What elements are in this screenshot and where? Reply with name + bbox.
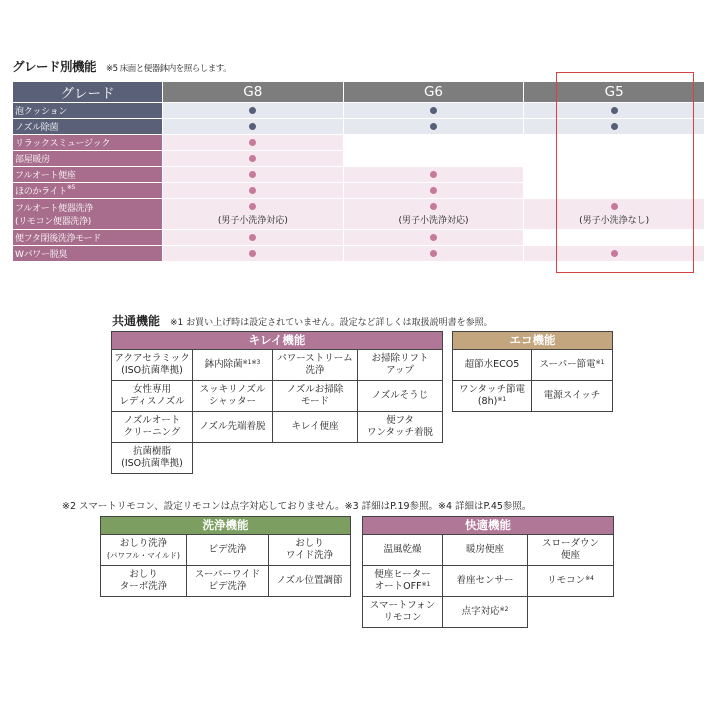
grade-title-note: ※5 床面と便器鉢内を照らします。: [106, 64, 232, 74]
kaiteki-table: [362, 516, 614, 628]
kirei-table: [111, 331, 443, 474]
feature-cell: [443, 597, 528, 628]
empty-cell: [358, 443, 443, 474]
grade-cell-g6: [343, 199, 524, 230]
feature-cell: [269, 535, 351, 566]
grade-cell-g8: [163, 103, 344, 119]
feature-label: 電源スイッチ: [543, 390, 601, 402]
feature-label-sub: (パワフル・マイルド): [107, 551, 180, 560]
availability-dot: [249, 139, 256, 146]
availability-dot: [249, 234, 256, 241]
feature-footnote-mark: ※5: [66, 184, 76, 191]
eco-table: [452, 331, 613, 412]
feature-cell: [101, 535, 187, 566]
feature-name-text: 部屋暖房: [15, 155, 50, 165]
feature-label: スーパーワイド: [194, 569, 261, 581]
feature-label: スマートフォン: [369, 600, 436, 612]
common-section-title: [112, 312, 493, 329]
feature-label-sub: アップ: [386, 365, 414, 376]
cell-content: [163, 187, 343, 194]
grade-header-g6: G6: [343, 82, 524, 103]
feature-name-sub: (リモコン便器洗浄): [15, 217, 92, 227]
feature-label: パワーストリーム: [277, 353, 353, 365]
cell-content: [163, 123, 343, 130]
footnote-mark: ※1: [421, 581, 431, 588]
feature-label-sub: 洗浄: [305, 365, 325, 376]
feature-label-sub: リモコン: [383, 612, 422, 623]
g5-highlight-box: [556, 72, 694, 273]
cell-note: (男子小洗浄対応): [398, 215, 469, 226]
feature-row: [112, 350, 443, 381]
availability-dot: [249, 155, 256, 162]
feature-label: ノズルお掃除: [286, 384, 344, 396]
grade-cell-g8: [163, 167, 344, 183]
feature-label: リモコン: [547, 575, 586, 587]
feature-label: 暖房便座: [465, 544, 504, 556]
feature-label-sub: クリーニング: [123, 427, 181, 438]
availability-dot: [249, 187, 256, 194]
cell-content: [163, 139, 343, 146]
feature-name: [13, 230, 163, 246]
feature-label: 便フタ: [386, 415, 414, 427]
empty-cell: [528, 597, 614, 628]
feature-label-sub: ワンタッチ着脱: [366, 427, 434, 438]
grade-cell-g6: [343, 135, 524, 151]
grade-cell-g6: [343, 183, 524, 199]
feature-label: スッキリノズル: [199, 384, 266, 396]
feature-name: [13, 135, 163, 151]
feature-label-sub: シャッター: [208, 396, 257, 407]
feature-cell: [273, 412, 358, 443]
grade-cell-g8: [163, 230, 344, 246]
feature-row: [453, 350, 613, 381]
feature-cell: [273, 381, 358, 412]
footnote-mark: ※4: [585, 575, 594, 583]
feature-name-text: Wパワー脱臭: [15, 250, 68, 260]
cell-content: [344, 203, 524, 226]
feature-label-sub: オートOFF: [374, 581, 422, 592]
feature-label: お掃除リフト: [371, 353, 429, 365]
feature-cell: [363, 566, 443, 597]
feature-row: [453, 381, 613, 412]
availability-dot: [430, 123, 437, 130]
grade-cell-g6: [343, 119, 524, 135]
feature-cell: [358, 381, 443, 412]
feature-cell: [273, 350, 358, 381]
feature-name: [13, 103, 163, 119]
feature-cell: [532, 350, 613, 381]
feature-label-sub: (8h): [477, 396, 498, 407]
eco-body: [453, 350, 613, 412]
feature-label: ビデ洗浄: [208, 544, 247, 556]
eco-header: エコ機能: [453, 332, 613, 350]
feature-name: [13, 151, 163, 167]
feature-cell: [101, 566, 187, 597]
feature-cell: [193, 381, 273, 412]
feature-label-sub: (ISO抗菌準拠): [121, 365, 183, 376]
feature-label: 鉢内除菌: [204, 359, 243, 371]
feature-label-sub: レディスノズル: [119, 396, 185, 407]
feature-name-text: フルオート便座: [15, 171, 76, 181]
availability-dot: [430, 107, 437, 114]
grade-header-g5: G5: [524, 82, 705, 103]
grade-section-title: [12, 57, 231, 75]
feature-name: [13, 246, 163, 262]
feature-label-sub: ワイド洗浄: [285, 550, 334, 561]
feature-cell: [358, 412, 443, 443]
feature-row: [363, 566, 614, 597]
senjo-table: [100, 516, 351, 597]
feature-row: [363, 535, 614, 566]
grade-cell-g8: [163, 135, 344, 151]
availability-dot: [430, 250, 437, 257]
availability-dot: [249, 123, 256, 130]
feature-cell: [528, 535, 614, 566]
feature-label: ノズルオート: [123, 415, 181, 427]
grade-header-g8: G8: [163, 82, 344, 103]
feature-name: [13, 167, 163, 183]
feature-label: ワンタッチ節電: [458, 384, 526, 396]
grade-cell-g6: [343, 230, 524, 246]
feature-name-text: リラックスミュージック: [15, 139, 111, 149]
cell-content: [163, 107, 343, 114]
grade-cell-g8: [163, 119, 344, 135]
feature-label: ノズル位置調節: [276, 575, 343, 587]
feature-row: [101, 566, 351, 597]
feature-cell: [453, 381, 532, 412]
kaiteki-body: [363, 535, 614, 628]
cell-content: [163, 250, 343, 257]
feature-label: おしり: [129, 569, 158, 581]
grade-cell-g8: [163, 151, 344, 167]
grade-cell-g6: [343, 246, 524, 262]
grade-cell-g8: [163, 183, 344, 199]
feature-cell: [269, 566, 351, 597]
cell-content: [344, 250, 524, 257]
feature-label-sub: ターボ洗浄: [119, 581, 168, 592]
feature-label-sub: ビデ洗浄: [208, 581, 247, 592]
grade-title-text: グレード別機能: [12, 59, 97, 74]
feature-row: [112, 412, 443, 443]
feature-cell: [193, 412, 273, 443]
grade-cell-g6: [343, 151, 524, 167]
availability-dot: [430, 171, 437, 178]
feature-cell: [363, 597, 443, 628]
cell-note: (男子小洗浄なし): [579, 215, 650, 226]
cell-content: [344, 123, 524, 130]
grade-header-label: グレード: [13, 82, 163, 103]
feature-name-text: フルオート便器洗浄: [15, 204, 93, 214]
cell-content: [163, 171, 343, 178]
feature-name: [13, 119, 163, 135]
feature-name-text: 泡クッション: [15, 107, 68, 117]
footnote-mark: ※1: [497, 396, 507, 403]
feature-label: 着座センサー: [456, 575, 514, 587]
feature-label: 女性専用: [132, 384, 171, 396]
cell-note: (男子小洗浄対応): [217, 215, 288, 226]
feature-cell: [112, 412, 193, 443]
common-title-text: 共通機能: [112, 314, 161, 328]
footnote-mark: ※1: [595, 359, 605, 367]
feature-label: おしり洗浄: [119, 538, 168, 550]
cell-content: [163, 155, 343, 162]
cell-content: [344, 107, 524, 114]
feature-cell: [528, 566, 614, 597]
cell-content: [163, 234, 343, 241]
feature-label: ノズルそうじ: [371, 390, 429, 402]
cell-content: [344, 187, 524, 194]
feature-label: 便座ヒーター: [374, 569, 431, 581]
feature-label-sub: (ISO抗菌準拠): [121, 458, 183, 469]
footnote-mark: ※2: [499, 606, 509, 614]
feature-cell: [453, 350, 532, 381]
feature-label: ノズル先端着脱: [199, 421, 266, 433]
feature-cell: [358, 350, 443, 381]
feature-row: [363, 597, 614, 628]
feature-name-text: ノズル除菌: [15, 123, 59, 133]
footnote-mark: ※1※3: [242, 359, 261, 367]
cell-content: [344, 171, 524, 178]
kaiteki-header: 快適機能: [363, 517, 614, 535]
grade-cell-g6: [343, 103, 524, 119]
feature-name-text: 便フタ閉後洗浄モード: [15, 234, 102, 244]
kirei-header: キレイ機能: [112, 332, 443, 350]
feature-cell: [443, 566, 528, 597]
footnote-text: ※2 スマートリモコン、設定リモコンは点字対応しておりません。※3 詳細はP.19参照。※4 詳細はP.45参照。: [62, 501, 532, 512]
grade-cell-g8: [163, 199, 344, 230]
feature-cell: [532, 381, 613, 412]
feature-label-sub: 便座: [561, 550, 581, 561]
cell-content: [344, 234, 524, 241]
feature-cell: [443, 535, 528, 566]
feature-cell: [112, 443, 193, 474]
feature-label: アクアセラミック: [114, 353, 190, 365]
feature-cell: [193, 350, 273, 381]
feature-cell: [363, 535, 443, 566]
availability-dot: [249, 250, 256, 257]
cell-content: [163, 203, 343, 226]
feature-label-sub: モード: [300, 396, 330, 407]
feature-cell: [187, 535, 269, 566]
availability-dot: [249, 203, 256, 210]
feature-cell: [112, 381, 193, 412]
availability-dot: [249, 107, 256, 114]
senjo-body: [101, 535, 351, 597]
feature-name: [13, 183, 163, 199]
availability-dot: [430, 203, 437, 210]
kirei-body: [112, 350, 443, 474]
feature-label: スローダウン: [542, 538, 600, 550]
feature-label: 点字対応: [461, 606, 500, 618]
feature-row: [101, 535, 351, 566]
feature-label: 温風乾燥: [383, 544, 422, 556]
availability-dot: [249, 171, 256, 178]
feature-label: スーパー節電: [539, 359, 596, 371]
empty-cell: [273, 443, 358, 474]
senjo-header: 洗浄機能: [101, 517, 351, 535]
grade-cell-g8: [163, 246, 344, 262]
feature-label: 超節水ECO5: [464, 359, 520, 371]
grade-cell-g6: [343, 167, 524, 183]
feature-row: [112, 443, 443, 474]
feature-label: 抗菌樹脂: [132, 446, 171, 458]
availability-dot: [430, 234, 437, 241]
feature-name-text: ほのかライト: [15, 187, 67, 197]
feature-label: キレイ便座: [291, 421, 339, 433]
availability-dot: [430, 187, 437, 194]
feature-cell: [112, 350, 193, 381]
common-title-note: ※1 お買い上げ時は設定されていません。設定など詳しくは取扱説明書を参照。: [170, 318, 493, 328]
empty-cell: [193, 443, 273, 474]
feature-name: [13, 199, 163, 230]
feature-cell: [187, 566, 269, 597]
feature-label: おしり: [295, 538, 324, 550]
feature-row: [112, 381, 443, 412]
